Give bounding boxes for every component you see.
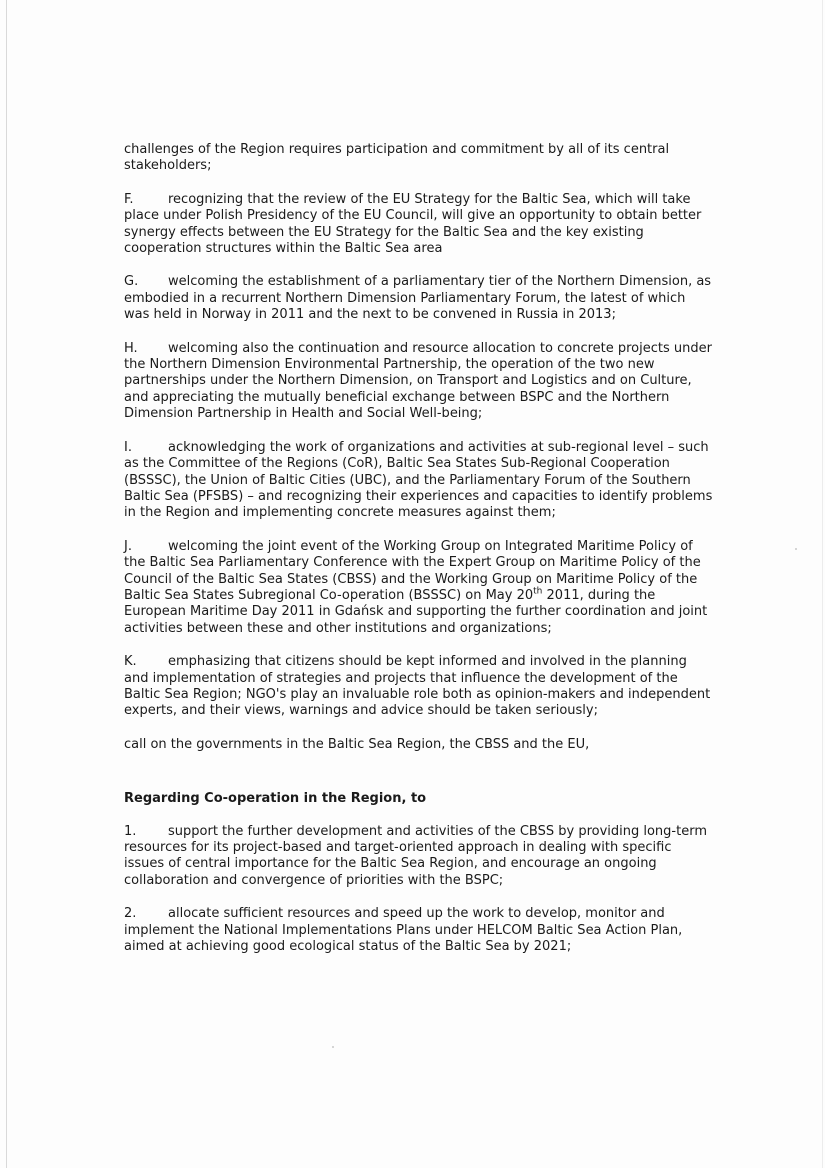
- ordinal-superscript: th: [533, 586, 543, 597]
- paragraph-k: [124, 654, 714, 720]
- scan-edge-right: [822, 0, 823, 1168]
- paragraph-text: welcoming also the continuation and resource allocation to concrete projects under the Northern Dimension Environmental Partnership, the operation of the two new partnerships under the Northern Dimension, on Transport and Logistics and on Culture, and appreciating the mutually beneficial exchange between BSPC and the Northern Dimension Partnership in Health and Social Well-being;: [124, 340, 712, 422]
- scan-edge-left: [6, 0, 7, 1168]
- paragraph-text: 2011, during the European Maritime Day 2011 in Gdańsk and supporting the further coordination and joint activities between these and other institutions and organizations;: [124, 587, 708, 636]
- call-on-statement: call on the governments in the Baltic Sea Region, the CBSS and the EU,: [124, 736, 590, 752]
- item-number: 1.: [124, 823, 137, 839]
- scan-speck: [795, 548, 797, 550]
- paragraph-label: K.: [124, 654, 137, 670]
- paragraph-text: emphasizing that citizens should be kept informed and involved in the planning and implementation of strategies and projects that influence the development of the Baltic Sea Region; NGO's play an invaluable role both as opinion-makers and independent experts, and their views, warnings and advice should be taken seriously;: [124, 654, 711, 719]
- paragraph-text: challenges of the Region requires participation and commitment by all of its central stakeholders;: [124, 142, 670, 174]
- paragraph-text: welcoming the establishment of a parliamentary tier of the Northern Dimension, as embodied in a recurrent Northern Dimension Parliamentary Forum, the latest of which was held in Norway in 2011 and the next to be convened in Russia in 2013;: [124, 274, 712, 323]
- paragraph-h: [124, 341, 714, 423]
- paragraph-continuation: [124, 142, 714, 175]
- paragraph-text: welcoming the joint event of the Working Group on Integrated Maritime Policy of the Baltic Sea Parliamentary Conference with the Expert Group on Maritime Policy of the Council of the Baltic Sea States (CBSS) and the Working Group on Maritime Policy of the Baltic Sea States Subregional Co-operation (BSSSC) on May 20: [124, 538, 701, 603]
- paragraph-text: recognizing that the review of the EU Strategy for the Baltic Sea, which will take place under Polish Presidency of the EU Council, will give an opportunity to obtain better synergy effects between the EU Strategy for the Baltic Sea and the key existing cooperation structures within the Baltic Sea area: [124, 191, 702, 257]
- item-text: support the further development and activities of the CBSS by providing long-term resources for its project-based and target-oriented approach in dealing with specific issues of central importance for the Baltic Sea Region, and encourage an ongoing collaboration and convergence of priorities with the BSPC;: [124, 823, 707, 888]
- paragraph-j: [124, 539, 714, 637]
- paragraph-label: J.: [124, 538, 132, 554]
- paragraph-text: acknowledging the work of organizations and activities at sub-regional level – such as the Committee of the Regions (CoR), Baltic Sea States Sub-Regional Cooperation (BSSSC), the Union of Baltic Cities (UBC), and the Parliamentary Forum of the Southern Baltic Sea (PFSBS) – and recognizing their experiences and capacities to identify problems in the Region and implementing concrete measures against them;: [124, 439, 713, 521]
- numbered-item-1: [124, 824, 714, 890]
- paragraph-g: [124, 274, 714, 323]
- section-heading: Regarding Co-operation in the Region, to: [124, 791, 427, 807]
- numbered-item-2: [124, 906, 714, 955]
- item-text: allocate sufficient resources and speed up the work to develop, monitor and implement the National Implementations Plans under HELCOM Baltic Sea Action Plan, aimed at achieving good ecological status of the Baltic Sea by 2021;: [124, 906, 683, 955]
- paragraph-label: G.: [124, 274, 139, 290]
- item-number: 2.: [124, 906, 137, 922]
- document-body: [124, 142, 714, 972]
- scan-speck: [332, 1046, 334, 1048]
- paragraph-i: [124, 440, 714, 522]
- paragraph-label: I.: [124, 439, 132, 455]
- paragraph-label: H.: [124, 340, 138, 356]
- paragraph-f: [124, 192, 714, 258]
- paragraph-label: F.: [124, 191, 134, 207]
